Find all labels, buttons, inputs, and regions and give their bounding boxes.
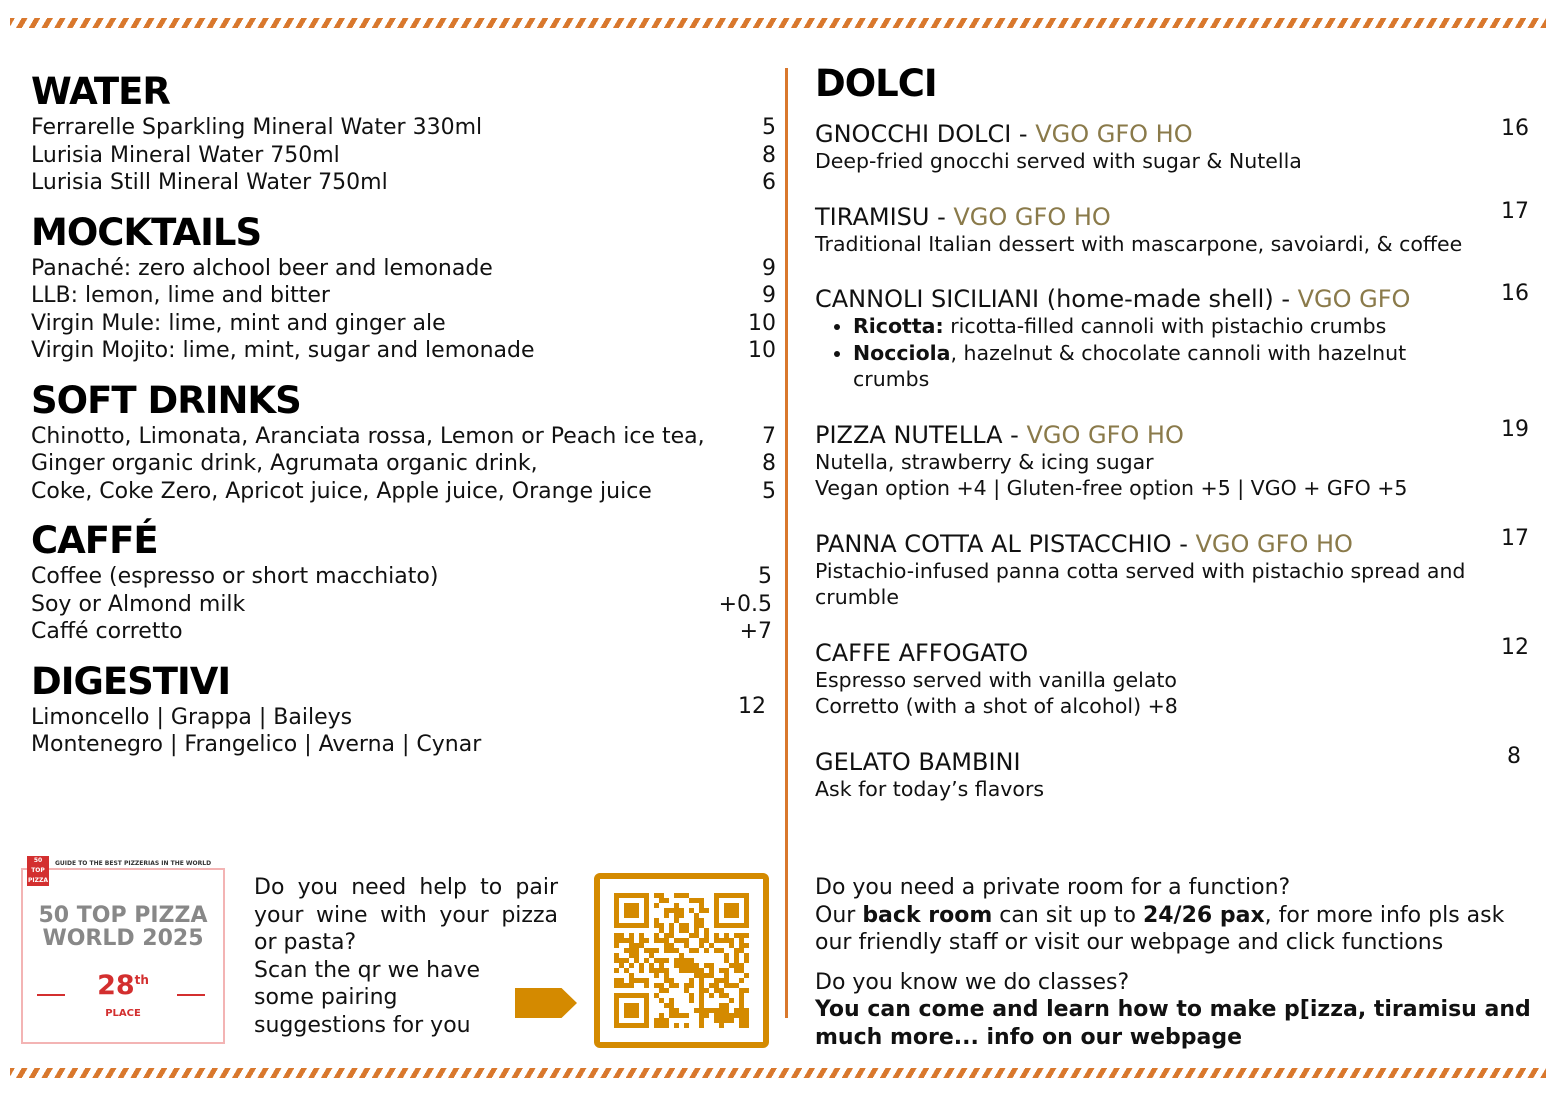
item-heading [815, 203, 1535, 231]
list-item [853, 340, 1535, 393]
menu-item-caffe-affogato [815, 634, 1535, 720]
wine-pairing-note [254, 874, 558, 1039]
wine-pairing-qr-code[interactable] [594, 873, 769, 1048]
item-name: Soy or Almond milk [31, 591, 246, 617]
item-description: Traditional Italian dessert with mascarpone, savoiardi, & coffee [815, 231, 1463, 256]
soft-drinks-section [31, 379, 776, 506]
item-diet-tags: VGO GFO HO [1026, 420, 1184, 449]
item-price: 12 [1501, 634, 1529, 660]
item-name: PIZZA NUTELLA [815, 420, 1003, 449]
top-pizza-logo: 50 TOP PIZZA [28, 857, 48, 884]
dolci-title: DOLCI [815, 62, 937, 105]
soft-drinks-title: SOFT DRINKS [31, 378, 301, 422]
badge-title-line2: WORLD 2025 [42, 926, 204, 951]
item-price: 8 [762, 451, 776, 476]
cannoli-options-list [815, 313, 1535, 393]
menu-item-cannoli-siciliani [815, 281, 1535, 393]
item-name: Coke, Coke Zero, Apricot juice, Apple juice, Orange juice [31, 478, 652, 504]
item-heading [815, 285, 1535, 313]
item-description: Nutella, strawberry & icing sugar [815, 449, 1154, 474]
menu-item-tiramisu [815, 198, 1535, 258]
item-price: 10 [748, 310, 776, 336]
item-sep: - [1002, 420, 1027, 449]
list-item [31, 114, 776, 142]
list-item [31, 450, 776, 478]
list-item [31, 142, 776, 170]
room-text: can sit up to [992, 902, 1143, 928]
top-stripe-border [10, 18, 1546, 28]
classes-text: You can come and learn how to make p[izza, tiramisu and much more... info on our webpage [815, 997, 1531, 1050]
badge-place-word: PLACE [105, 1008, 141, 1019]
top-pizza-award-badge [21, 857, 225, 1044]
item-heading [815, 421, 1535, 449]
item-heading [815, 120, 1535, 148]
item-sep: - [1273, 285, 1298, 313]
item-heading [815, 530, 1535, 558]
list-item [31, 423, 776, 451]
column-divider [785, 68, 788, 1018]
item-price: +7 [739, 619, 772, 644]
item-price: 6 [762, 170, 776, 195]
room-text: Our [815, 902, 863, 928]
item-description: Pistachio-infused panna cotta served with pistachio spread and crumble [815, 558, 1466, 609]
room-text: , for more info pls ask our friendly staff or visit our webpage and click functions [815, 902, 1505, 955]
item-price: 9 [762, 255, 776, 281]
digestivi-price: 12 [738, 693, 766, 719]
list-item [31, 563, 776, 591]
item-name: Ferrarelle Sparkling Mineral Water 330ml [31, 115, 483, 140]
menu-item-pizza-nutella [815, 416, 1535, 502]
item-sep: - [929, 202, 954, 231]
item-price: 17 [1501, 198, 1529, 224]
item-name: CANNOLI SICILIANI (home-made shell) [815, 285, 1274, 313]
item-price: 17 [1501, 525, 1529, 551]
option-desc: ricotta-filled cannoli with pistachio crumbs [943, 314, 1387, 338]
item-diet-tags: VGO GFO HO [1035, 120, 1193, 148]
list-item [31, 169, 776, 197]
water-section [31, 70, 776, 197]
item-name: Caffé corretto [31, 619, 183, 644]
classes-note [815, 969, 1535, 1052]
badge-title [23, 904, 223, 950]
option-name: Ricotta: [853, 314, 944, 338]
qr-code-icon [614, 893, 749, 1028]
item-sep: - [1011, 120, 1036, 148]
item-price: 5 [762, 115, 776, 140]
item-name: Coffee (espresso or short macchiato) [31, 564, 439, 589]
item-description: Deep-fried gnocchi served with sugar & Nutella [815, 149, 1302, 173]
caffe-section [31, 519, 776, 646]
menu-item-panna-cotta [815, 525, 1535, 611]
item-name: PANNA COTTA AL PISTACCHIO [815, 529, 1172, 558]
item-name: CAFFE AFFOGATO [815, 638, 1029, 667]
pairing-text: Scan the qr we have some pairing suggestions for you [254, 957, 481, 1038]
item-diet-tags: VGO GFO HO [1195, 529, 1353, 558]
badge-place-rank [23, 970, 223, 1001]
classes-question: Do you know we do classes? [815, 969, 1130, 995]
info-notes [815, 874, 1535, 1063]
item-name: Lurisia Mineral Water 750ml [31, 142, 340, 168]
item-price: 5 [762, 478, 776, 504]
digestivi-line: Montenegro | Frangelico | Averna | Cynar [31, 732, 482, 757]
list-item [31, 310, 776, 338]
item-options: Vegan option +4 | Gluten-free option +5 | VGO + GFO +5 [815, 476, 1408, 500]
list-item [31, 478, 776, 506]
menu-item-gnocchi-dolci [815, 116, 1535, 175]
badge-place-number: 28 [97, 970, 135, 1001]
item-options: Corretto (with a shot of alcohol) +8 [815, 694, 1178, 718]
item-price: +0.5 [718, 591, 772, 617]
dolci-column [815, 62, 1535, 830]
item-name: Virgin Mule: lime, mint and ginger ale [31, 310, 446, 336]
list-item [31, 618, 776, 646]
item-sep: - [1171, 529, 1196, 558]
item-name: Virgin Mojito: lime, mint, sugar and lemonade [31, 338, 535, 363]
pairing-question: Do you need help to pair your wine with your pizza or pasta? [254, 875, 558, 955]
item-diet-tags: VGO GFO HO [953, 202, 1111, 231]
arrow-right-icon [515, 988, 577, 1018]
private-room-note [815, 874, 1535, 957]
item-description: Ask for today’s flavors [815, 776, 1045, 801]
item-name: Chinotto, Limonata, Aranciata rossa, Lemon or Peach ice tea, [31, 423, 705, 449]
item-name: TIRAMISU [815, 202, 930, 231]
caffe-title: CAFFÉ [31, 519, 158, 562]
list-item [31, 337, 776, 365]
item-price: 10 [748, 338, 776, 363]
option-desc: , hazelnut & chocolate cannoli with hazelnut crumbs [853, 340, 1407, 391]
list-item [853, 313, 1535, 340]
item-price: 19 [1501, 416, 1529, 442]
item-name: Lurisia Still Mineral Water 750ml [31, 170, 388, 195]
item-description: Espresso served with vanilla gelato [815, 667, 1177, 692]
item-name: GNOCCHI DOLCI [815, 120, 1012, 148]
list-item [31, 591, 776, 619]
list-item [31, 282, 776, 310]
item-price: 7 [762, 423, 776, 449]
item-diet-tags: VGO GFO [1297, 285, 1411, 313]
badge-guide-text: GUIDE TO THE BEST PIZZERIAS IN THE WORLD [55, 860, 212, 867]
menu-item-gelato-bambini [815, 743, 1535, 803]
badge-place-suffix: th [134, 973, 149, 987]
list-item [31, 255, 776, 283]
digestivi-line: Limoncello | Grappa | Baileys [31, 704, 353, 730]
item-name: Panaché: zero alchool beer and lemonade [31, 255, 493, 281]
room-highlight: back room [862, 902, 993, 928]
item-price: 16 [1501, 281, 1529, 306]
badge-title-line1: 50 TOP PIZZA [38, 903, 208, 928]
water-title: WATER [31, 70, 170, 113]
item-name: Ginger organic drink, Agrumata organic drink, [31, 451, 538, 476]
room-question: Do you need a private room for a function? [815, 875, 1291, 900]
item-price: 8 [762, 142, 776, 168]
item-price: 5 [758, 564, 772, 589]
item-price: 9 [762, 283, 776, 308]
room-capacity: 24/26 pax [1142, 902, 1265, 928]
item-price: 8 [1507, 743, 1521, 769]
item-name: LLB: lemon, lime and bitter [31, 283, 330, 308]
item-name: GELATO BAMBINI [815, 747, 1021, 776]
digestivi-title: DIGESTIVI [31, 659, 231, 703]
item-price: 16 [1501, 116, 1529, 141]
mocktails-section [31, 211, 776, 365]
drinks-column [31, 70, 776, 773]
digestivi-section [31, 660, 776, 759]
mocktails-title: MOCKTAILS [31, 210, 262, 254]
bottom-stripe-border [10, 1068, 1546, 1078]
option-name: Nocciola [853, 340, 951, 365]
